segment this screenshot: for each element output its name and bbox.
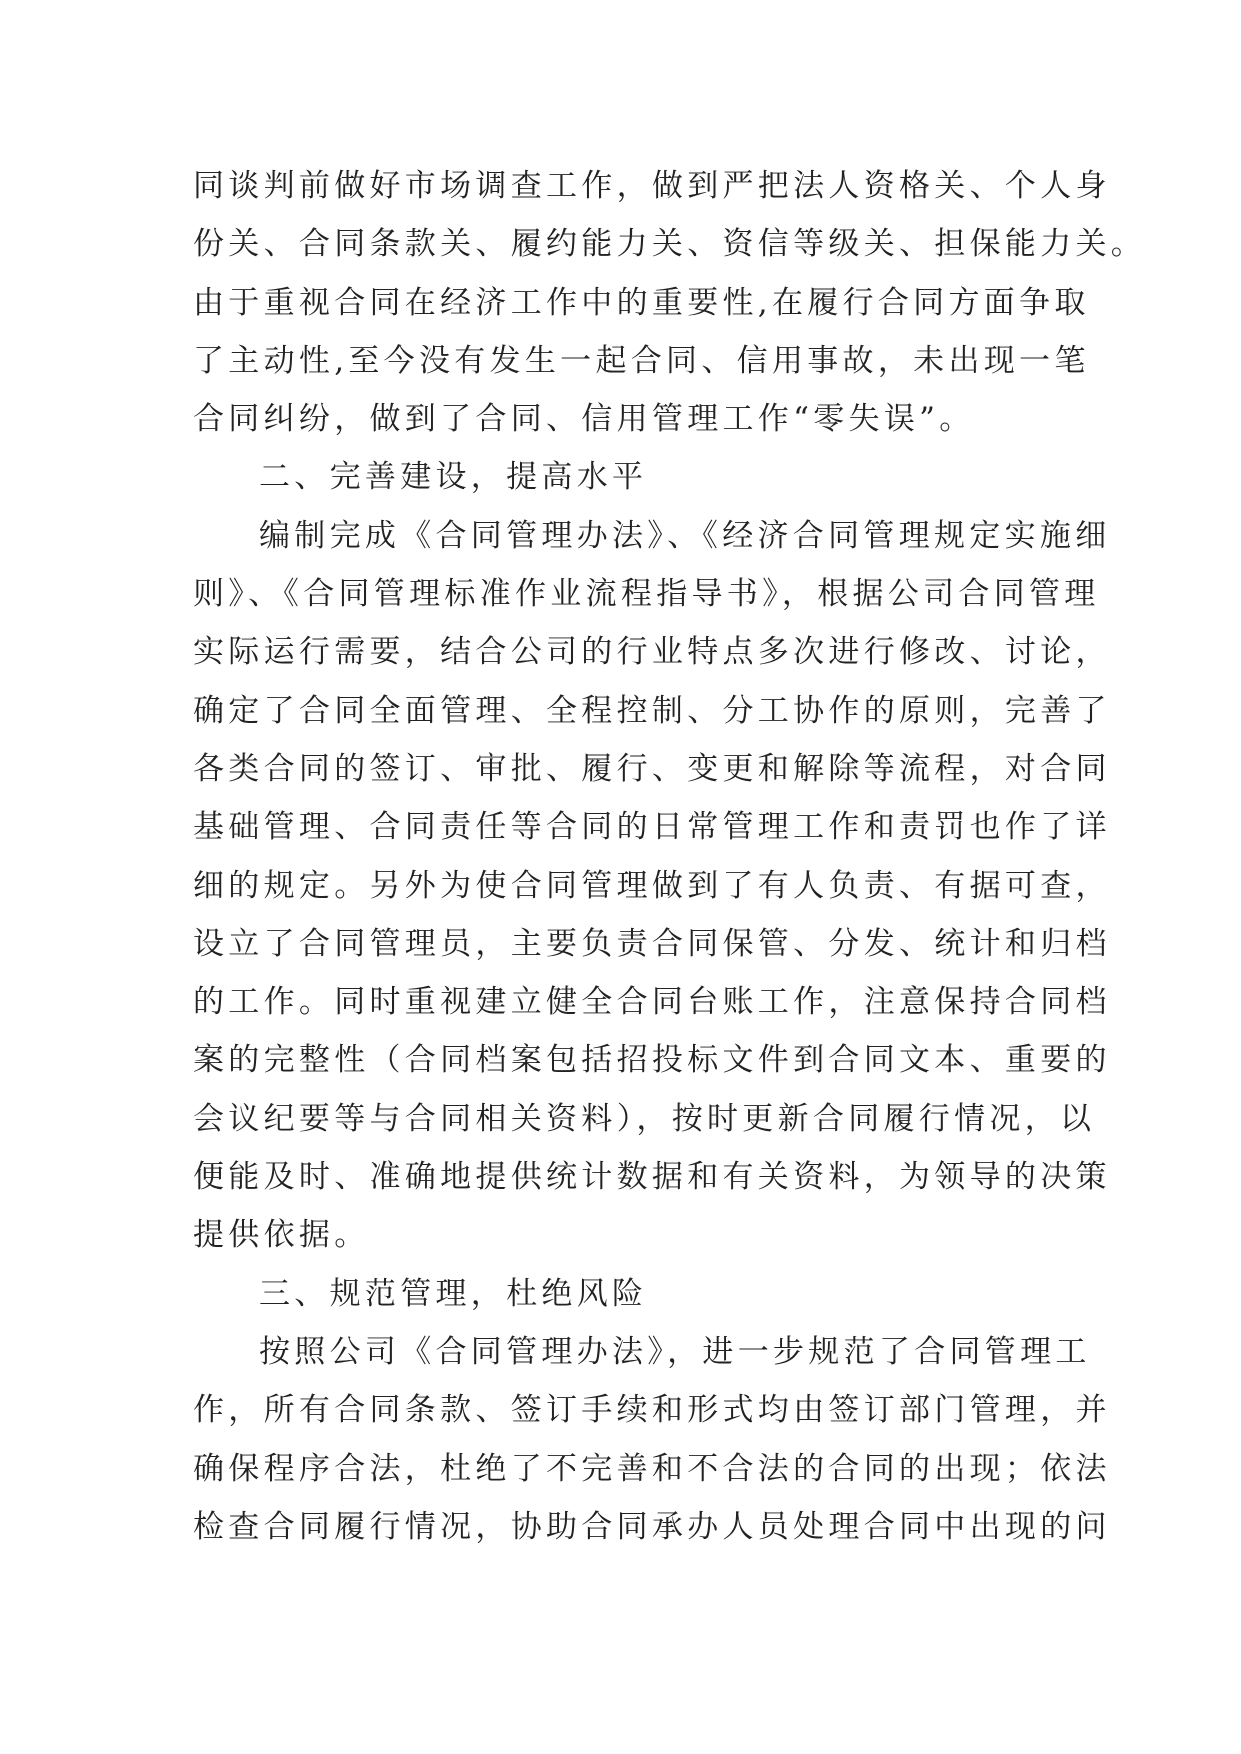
text-line: 各类合同的签订、审批、履行、变更和解除等流程，对合同 bbox=[193, 750, 1111, 787]
text-line: 确保程序合法，杜绝了不完善和不合法的合同的出现；依法 bbox=[193, 1450, 1111, 1487]
paragraph-start: 编制完成《合同管理办法》、《经济合同管理规定实施细 bbox=[259, 517, 1111, 554]
text-line: 细的规定。另外为使合同管理做到了有人负责、有据可查， bbox=[193, 867, 1111, 904]
paragraph-start: 按照公司《合同管理办法》，进一步规范了合同管理工 bbox=[259, 1333, 1091, 1370]
text-line: 确定了合同全面管理、全程控制、分工协作的原则，完善了 bbox=[193, 692, 1111, 729]
text-line: 提供依据。 bbox=[193, 1217, 370, 1254]
text-line: 会议纪要等与合同相关资料），按时更新合同履行情况，以 bbox=[193, 1100, 1096, 1137]
text-line: 由于重视合同在经济工作中的重要性,在履行合同方面争取 bbox=[193, 284, 1090, 321]
text-line: 合同纠纷，做到了合同、信用管理工作“零失误”。 bbox=[193, 401, 975, 438]
text-line: 实际运行需要，结合公司的行业特点多次进行修改、讨论， bbox=[193, 634, 1111, 671]
text-line: 便能及时、准确地提供统计数据和有关资料，为领导的决策 bbox=[193, 1159, 1111, 1196]
text-line: 同谈判前做好市场调查工作，做到严把法人资格关、个人身 bbox=[193, 168, 1111, 204]
document-body bbox=[193, 157, 1147, 1556]
text-line: 设立了合同管理员，主要负责合同保管、分发、统计和归档 bbox=[193, 925, 1111, 962]
text-line: 的工作。同时重视建立健全合同台账工作，注意保持合同档 bbox=[193, 984, 1111, 1021]
text-line: 作，所有合同条款、签订手续和形式均由签订部门管理，并 bbox=[193, 1392, 1111, 1429]
text-line: 则》、《合同管理标准作业流程指导书》，根据公司合同管理 bbox=[193, 576, 1100, 613]
section-heading: 二、完善建设，提高水平 bbox=[259, 459, 648, 496]
section-heading: 三、规范管理，杜绝风险 bbox=[259, 1275, 648, 1312]
text-line: 案的完整性（合同档案包括招投标文件到合同文本、重要的 bbox=[193, 1042, 1111, 1079]
text-line: 份关、合同条款关、履约能力关、资信等级关、担保能力关。 bbox=[193, 226, 1147, 263]
text-line: 检查合同履行情况，协助合同承办人员处理合同中出现的问 bbox=[193, 1508, 1111, 1545]
text-line: 了主动性,至今没有发生一起合同、信用事故，未出现一笔 bbox=[193, 342, 1090, 379]
text-line: 基础管理、合同责任等合同的日常管理工作和责罚也作了详 bbox=[193, 809, 1111, 846]
